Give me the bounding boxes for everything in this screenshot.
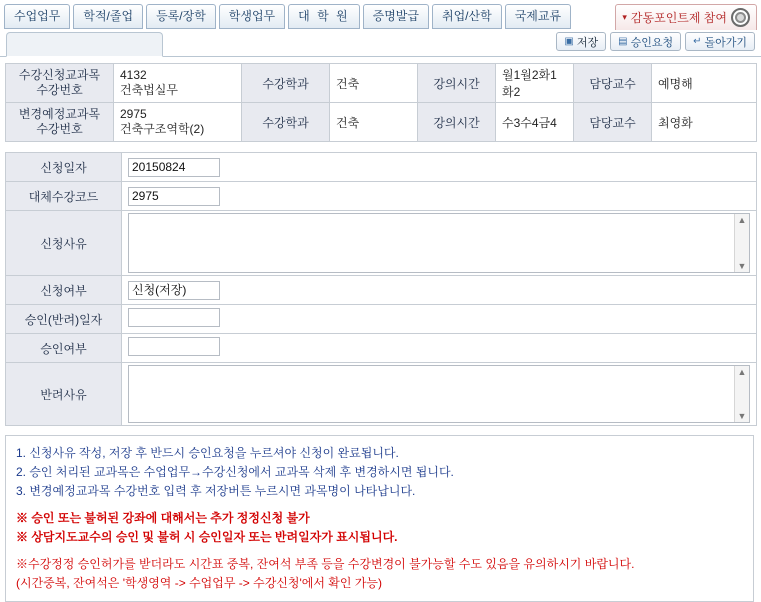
tab-international-exchange[interactable]: 국제교류 [505,4,571,29]
approve-status-input[interactable] [128,337,220,356]
target-time-value: 수3수4금4 [496,103,574,142]
request-approval-button-label: 승인요청 [630,36,674,49]
approval-icon: ▤ [618,36,628,47]
target-course-label-line1: 변경예정교과목 [18,107,101,121]
notice-footnote-1: ※수강정정 승인허가를 받더라도 시간표 중복, 잔여석 부족 등을 수강변경이 불가능할 수도 있음을 유의하시기 바랍니다. [16,557,635,571]
apply-date-input[interactable]: 20150824 [128,158,220,177]
current-professor-label: 담당교수 [574,64,652,103]
apply-status-cell [122,276,757,305]
target-dept-label: 수강학과 [242,103,330,142]
current-course-value [114,64,242,103]
tab-academic-record[interactable]: 학적/졸업 [73,4,143,29]
toolbar-buttons [556,32,755,51]
target-dept-value: 건축 [330,103,418,142]
target-ring-icon [731,8,750,27]
approve-date-input[interactable] [128,308,220,327]
apply-status-input[interactable]: 신청(저장) [128,281,220,300]
scroll-down-icon[interactable]: ▼ [737,411,747,421]
tab-employment-industry[interactable]: 취업/산학 [432,4,502,29]
application-form-table [5,152,757,426]
reject-reason-cell [122,363,757,426]
target-course-label-line2: 수강번호 [36,122,83,136]
table-row [6,334,757,363]
reason-scrollbar[interactable] [734,214,749,272]
save-icon: ▣ [564,36,574,47]
chevron-down-icon: ▾ [622,12,627,22]
target-course-label [6,103,114,142]
current-time-value: 월1월2화1화2 [496,64,574,103]
scroll-down-icon[interactable]: ▼ [737,261,747,271]
approve-status-label: 승인여부 [6,334,122,363]
current-course-code: 4132 [120,68,147,82]
approve-date-cell [122,305,757,334]
apply-status-label: 신청여부 [6,276,122,305]
emotion-point-program-tab[interactable] [615,4,757,31]
table-row [6,64,757,103]
back-button-label: 돌아가기 [704,36,747,49]
alt-code-cell [122,182,757,211]
current-course-label-line2: 수강번호 [36,83,83,97]
reject-reason-textarea[interactable] [128,365,750,423]
table-row [6,276,757,305]
table-row [6,182,757,211]
back-button[interactable] [685,32,755,51]
apply-date-label: 신청일자 [6,153,122,182]
notice-line-2: 2. 승인 처리된 교과목은 수업업무→수강신청에서 교과목 삭제 후 변경하시면 됩니다. [16,465,454,479]
tab-registration-scholarship[interactable]: 등록/장학 [146,4,216,29]
active-subtab[interactable] [6,32,163,57]
table-row [6,211,757,276]
apply-date-cell [122,153,757,182]
notice-warning-2: ※ 상담지도교수의 승인 및 불허 시 승인일자 또는 반려일자가 표시됩니다. [16,530,398,544]
current-dept-value: 건축 [330,64,418,103]
target-course-code: 2975 [120,107,147,121]
tab-class-affairs[interactable]: 수업업무 [4,4,70,29]
tab-graduate-school[interactable]: 대 학 원 [288,4,359,29]
reason-textarea[interactable] [128,213,750,273]
save-button-label: 저장 [576,36,599,49]
target-professor-value: 최영화 [652,103,757,142]
course-info-table [5,63,757,142]
notice-footnote-2: (시간중복, 잔여석은 '학생영역 -> 수업업무 -> 수강신청'에서 확인 가능) [16,576,382,590]
back-icon: ↵ [693,36,702,47]
current-course-name: 건축법실무 [120,83,178,97]
notice-line-1: 1. 신청사유 작성, 저장 후 반드시 승인요청을 누르셔야 신청이 완료됩니다. [16,446,399,460]
main-tab-bar [0,0,761,30]
scroll-up-icon[interactable]: ▲ [737,215,747,225]
current-course-label-line1: 수강신청교과목 [18,68,101,82]
table-row [6,103,757,142]
table-row [6,153,757,182]
tab-certificate-issue[interactable]: 증명발급 [363,4,429,29]
request-approval-button[interactable] [610,32,681,51]
table-row [6,305,757,334]
notice-line-3: 3. 변경예정교과목 수강번호 입력 후 저장버튼 누르시면 과목명이 나타납니다. [16,484,416,498]
save-button[interactable] [556,32,606,51]
tab-student-affairs[interactable]: 학생업무 [219,4,285,29]
approve-status-cell [122,334,757,363]
target-course-value [114,103,242,142]
reject-reason-scrollbar[interactable] [734,366,749,422]
notice-spacer-2 [16,547,743,555]
notice-spacer [16,501,743,509]
notice-warning-1: ※ 승인 또는 불허된 강좌에 대해서는 추가 정정신청 불가 [16,511,310,525]
scroll-up-icon[interactable]: ▲ [737,367,747,377]
alt-code-label: 대체수강코드 [6,182,122,211]
current-time-label: 강의시간 [418,64,496,103]
alt-code-input[interactable]: 2975 [128,187,220,206]
reject-reason-label: 반려사유 [6,363,122,426]
current-course-label [6,64,114,103]
target-professor-label: 담당교수 [574,103,652,142]
current-professor-value: 예명해 [652,64,757,103]
sub-tab-bar [0,30,761,57]
approve-date-label: 승인(반려)일자 [6,305,122,334]
target-course-name: 건축구조역학(2) [120,122,205,136]
notice-box [5,435,754,602]
current-dept-label: 수강학과 [242,64,330,103]
emotion-point-program-label: 감동포인트제 참여 [630,11,727,25]
target-time-label: 강의시간 [418,103,496,142]
table-row [6,363,757,426]
reason-label: 신청사유 [6,211,122,276]
reason-cell [122,211,757,276]
